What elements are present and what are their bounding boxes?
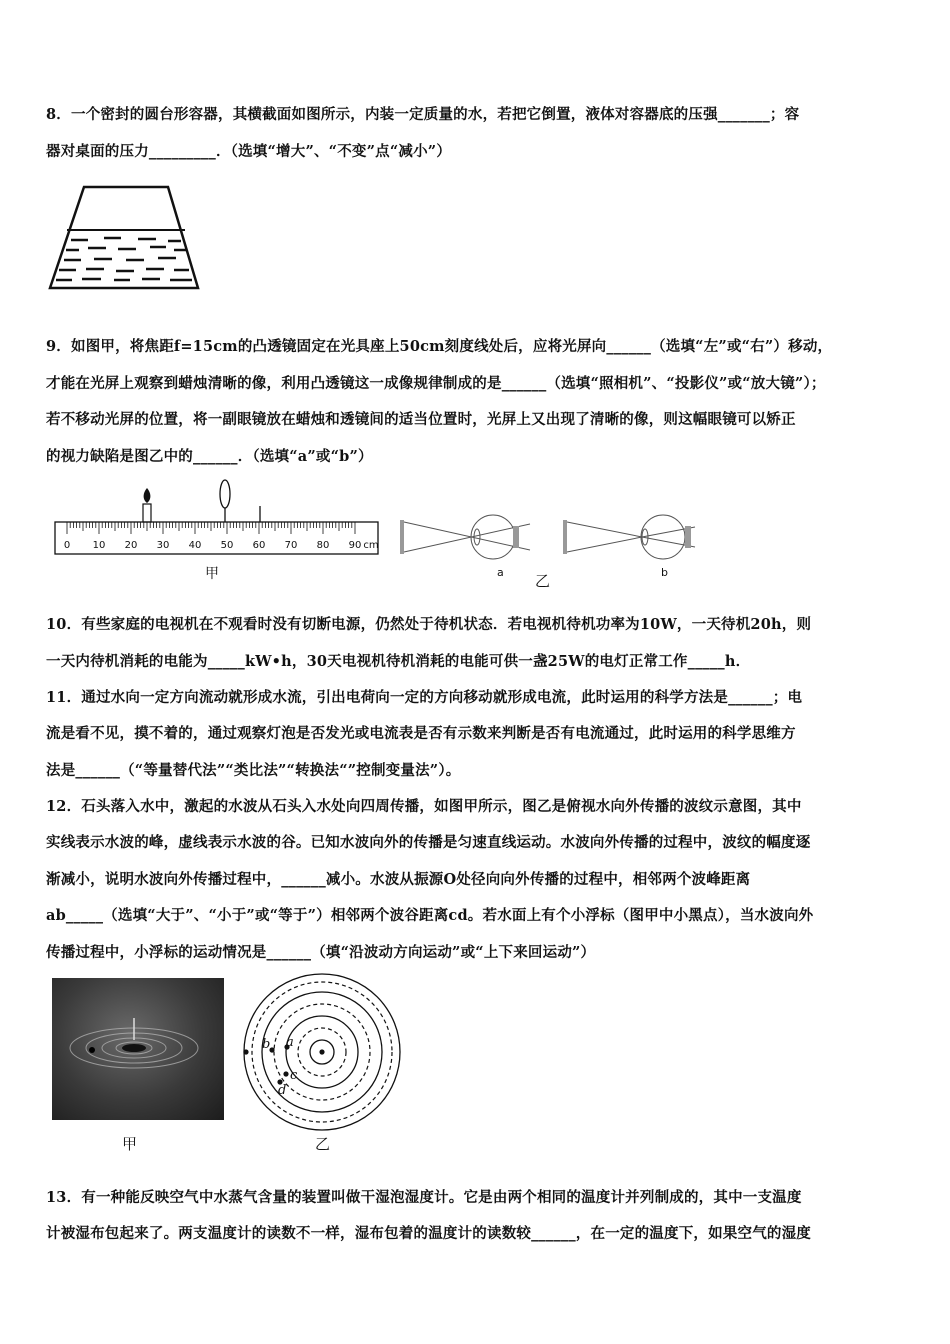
q11-line3: 法是______（“等量替代法”“类比法”“转换法“”控制变量法”）。 <box>46 762 461 779</box>
q8-line2: 器对桌面的压力_________．（选填“增大”、“不变”点“减小”） <box>46 143 452 160</box>
caption-q12-yi: 乙 <box>315 1135 331 1153</box>
optical-bench-figure <box>50 478 385 588</box>
q13-line2: 计被湿布包起来了。两支温度计的读数不一样，湿布包着的温度计的读数较______，在一定的温度下，如果空气的湿度 <box>46 1225 811 1242</box>
q9-line3: 若不移动光屏的位置，将一副眼镜放在蜡烛和透镜间的适当位置时，光屏上又出现了清晰的像，则这幅眼镜可以矫正 <box>46 411 796 428</box>
eye-diagrams-figure <box>395 510 715 590</box>
q11-line1: 11．通过水向一定方向流动就形成水流，引出电荷向一定的方向移动就形成电流，此时运用的科学方法是______；电 <box>46 689 803 706</box>
ruler-tick: 70 <box>284 540 298 551</box>
q12-line5: 传播过程中，小浮标的运动情况是______（填“沿波动方向运动”或“上下来回运动”） <box>46 944 596 961</box>
float-buoy-icon <box>89 1047 95 1053</box>
q9-line2: 才能在光屏上观察到蜡烛清晰的像，利用凸透镜这一成像规律制成的是______（选填“照相机”、“投影仪”或“放大镜”）； <box>46 375 826 392</box>
label-d: d <box>278 1083 287 1098</box>
eye-b-icon <box>563 515 695 559</box>
q13-line1: 13．有一种能反映空气中水蒸气含量的装置叫做干湿泡湿度计。它是由两个相同的温度计并列制成的，其中一支温度 <box>46 1189 802 1206</box>
ruler-tick: 30 <box>156 540 170 551</box>
ruler-tick: 20 <box>124 540 138 551</box>
q8-line1: 8．一个密封的圆台形容器，其横截面如图所示，内装一定质量的水，若把它倒置，液体对容器底的压强_______；容 <box>46 106 800 123</box>
frustum-container-figure <box>46 184 206 294</box>
ruler-tick: 90 <box>348 540 362 551</box>
convex-lens-icon <box>220 480 230 508</box>
eye-a-icon <box>400 515 530 559</box>
ruler-tick: 40 <box>188 540 202 551</box>
q10-line2: 一天内待机消耗的电能为_____kW•h，30天电视机待机消耗的电能可供一盏25W的电灯正常工作_____h． <box>46 653 751 670</box>
q9-line4: 的视力缺陷是图乙中的______．（选填“a”或“b”） <box>46 448 373 465</box>
ruler-tick: 50 <box>220 540 234 551</box>
water-ripple-photo <box>52 978 224 1120</box>
ruler-tick: 0 <box>63 540 71 551</box>
flame-icon <box>144 488 151 503</box>
caption-yi: 乙 <box>535 572 551 590</box>
q11-line2: 流是看不见，摸不着的，通过观察灯泡是否发光或电流表是否有示数来判断是否有电流通过，此时运用的科学思维方 <box>46 725 796 742</box>
label-a: a <box>286 1035 294 1050</box>
caption-jia: 甲 <box>205 566 219 582</box>
caption-q12-jia: 甲 <box>122 1135 138 1153</box>
q12-line1: 12．石头落入水中，激起的水波从石头入水处向四周传播，如图甲所示，图乙是俯视水向外传播的波纹示意图，其中 <box>46 798 802 815</box>
ruler-tick: 80 <box>316 540 330 551</box>
q10-line1: 10．有些家庭的电视机在不观看时没有切断电源，仍然处于待机状态．若电视机待机功率为10W，一天待机20h，则 <box>46 616 812 633</box>
q12-line2: 实线表示水波的峰，虚线表示水波的谷。已知水波向外的传播是匀速直线运动。水波向外传播的过程中，波纹的幅度逐 <box>46 834 811 851</box>
wave-source-dot <box>319 1049 324 1054</box>
q12-line3: 渐减小，说明水波向外传播过程中，______减小。水波从振源O处径向向外传播的过程中，相邻两个波峰距离 <box>46 871 751 888</box>
caption-a: a <box>497 566 504 579</box>
label-c: c <box>290 1068 298 1083</box>
ruler-tick: 10 <box>92 540 106 551</box>
ruler-tick: 60 <box>252 540 266 551</box>
caption-b: b <box>661 566 668 579</box>
q9-line1: 9．如图甲，将焦距f=15cm的凸透镜固定在光具座上50cm刻度线处后，应将光屏向______（选填“左”或“右”）移动， <box>46 338 833 355</box>
label-b: b <box>262 1037 271 1052</box>
ruler-unit: cm <box>363 540 379 551</box>
q12-line4: ab_____（选填“大于”、“小于”或“等于”）相邻两个波谷距离cd。若水面上有个小浮标（图甲中小黑点），当水波向外 <box>46 907 814 924</box>
wave-circles-figure <box>240 968 410 1136</box>
candle-icon <box>143 504 151 522</box>
